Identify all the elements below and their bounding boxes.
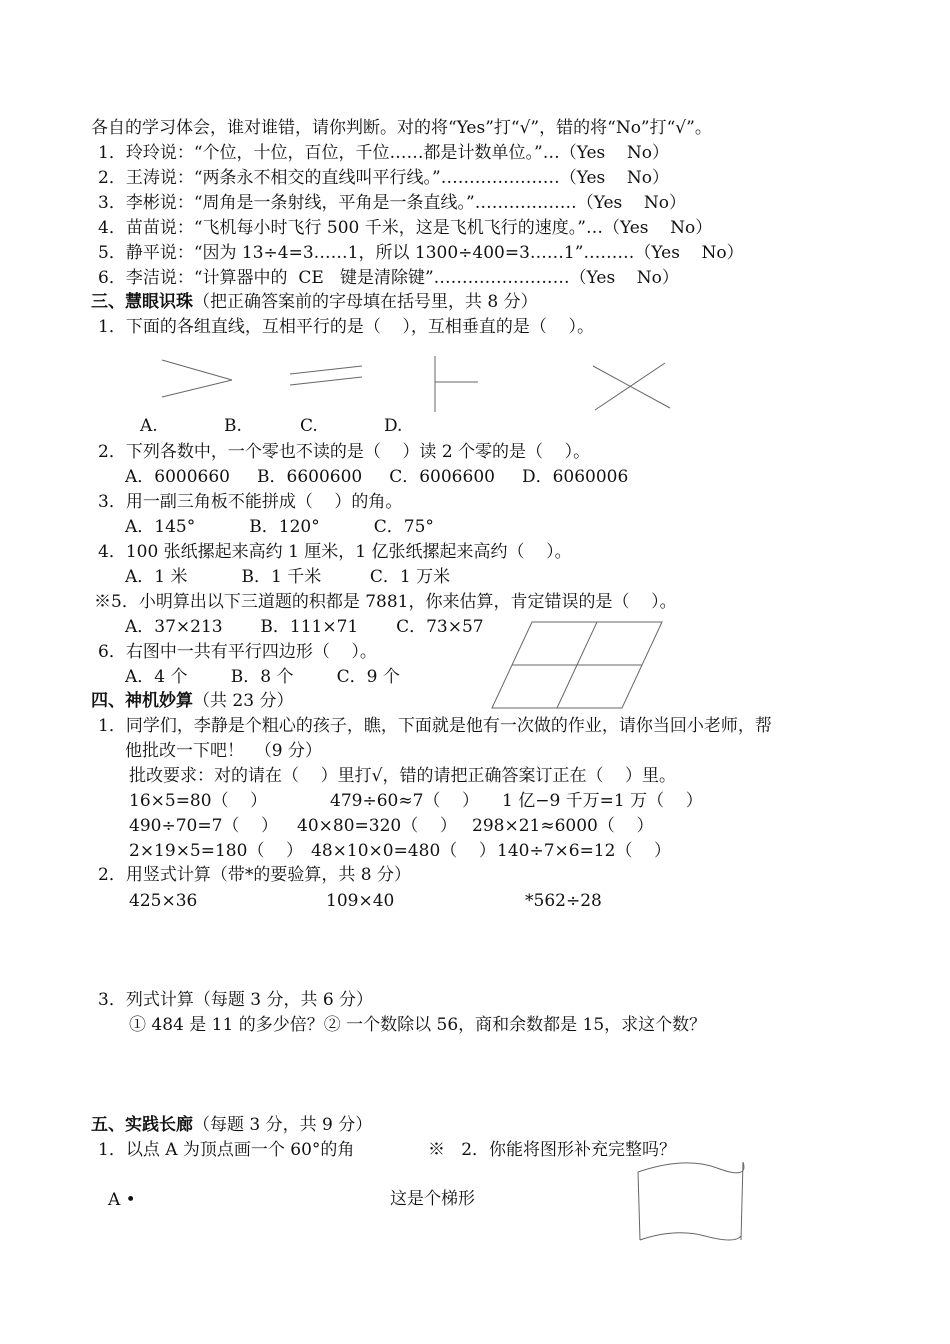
label-c: C.: [300, 416, 318, 436]
s3-q6-options: A．4 个 B．8 个 C．9 个: [125, 667, 400, 687]
judge-item-1: 1．玲玲说：“个位，十位，百位，千位……都是计数单位。”…（Yes No）: [98, 143, 669, 163]
section5-title: 五、实践长廊: [91, 1115, 193, 1135]
s3-q1: 1．下面的各组直线，互相平行的是（ ），互相垂直的是（ ）。: [98, 317, 595, 337]
s5-q1: 1．以点 A 为顶点画一个 60°的角: [98, 1140, 355, 1160]
s3-q4: 4．100 张纸摞起来高约 1 厘米，1 亿张纸摞起来高约（ ）。: [98, 542, 572, 562]
s3-q2: 2．下列各数中，一个零也不读的是（ ）读 2 个零的是（ ）。: [98, 442, 591, 462]
s3-q6: 6．右图中一共有平行四边形（ ）。: [98, 642, 377, 662]
judge-item-5: 5．静平说：“因为 13÷4=3……1，所以 1300÷400=3……1”………（Yes No）: [98, 243, 744, 263]
point-a-label: A •: [108, 1190, 136, 1210]
judge-item-2: 2．王涛说：“两条永不相交的直线叫平行线。”…………………（Yes No）: [98, 168, 669, 188]
calc-1-3: 1 亿−9 千万=1 万（ ）: [502, 791, 703, 811]
calc-3-1: 2×19×5=180（ ）: [129, 841, 304, 861]
section3-title: 三、慧眼识珠: [91, 292, 193, 312]
s3-q4-options: A．1 米 B．1 千米 C．1 万米: [125, 567, 451, 587]
s5-q2: ※ 2．你能将图形补充完整吗？: [428, 1140, 677, 1160]
s4-q2: 2．用竖式计算（带*的要验算，共 8 分）: [98, 865, 411, 885]
section4-heading: [91, 690, 293, 712]
section5-heading: [91, 1114, 372, 1136]
parallelogram-grid-figure: [490, 618, 670, 713]
section3-heading: [91, 291, 538, 313]
section5-note: （每题 3 分，共 9 分）: [193, 1115, 373, 1135]
vertical-calc-1: 425×36: [129, 891, 198, 911]
s4-q3-questions: ① 484 是 11 的多少倍？② 一个数除以 56，商和余数都是 15，求这个数？: [129, 1015, 707, 1035]
lines-group-c: [435, 356, 478, 412]
s4-q1-line1: 1．同学们，李静是个粗心的孩子，瞧，下面就是他有一次做的作业，请你当回小老师，帮: [98, 716, 772, 736]
trapezoid-caption: 这是个梯形: [390, 1189, 475, 1209]
calc-2-1: 490÷70=7（ ）: [129, 816, 278, 836]
calc-1-2: 479÷60≈7（ ）: [330, 791, 479, 811]
s3-q5-options: A．37×213 B．111×71 C．73×57: [125, 617, 484, 637]
incomplete-trapezoid-figure: [635, 1158, 745, 1244]
s3-q3: 3．用一副三角板不能拼成（ ）的角。: [98, 492, 403, 512]
s3-q3-options: A．145° B．120° C．75°: [125, 517, 434, 537]
judge-item-4: 4．苗苗说：“飞机每小时飞行 500 千米，这是飞机飞行的速度。”…（Yes No）: [98, 218, 713, 238]
section4-title: 四、神机妙算: [91, 691, 193, 711]
label-a: A.: [140, 416, 158, 436]
judge-intro: 各自的学习体会，谁对谁错，请你判断。对的将“Yes”打“√”，错的将“No”打“√”。: [91, 118, 712, 138]
s3-q2-options: A．6000660 B．6600600 C．6006600 D．6060006: [125, 467, 629, 487]
section3-note: （把正确答案前的字母填在括号里，共 8 分）: [193, 292, 538, 312]
calc-3-3: 140÷7×6=12（ ）: [497, 841, 672, 861]
section4-note: （共 23 分）: [193, 691, 294, 711]
calc-1-1: 16×5=80（ ）: [129, 791, 268, 811]
line-groups-figure: [150, 350, 680, 420]
s4-q1-requirement: 批改要求：对的请在（ ）里打√，错的请把正确答案订正在（ ）里。: [129, 766, 677, 786]
lines-group-d: [593, 363, 670, 410]
lines-group-b: [290, 366, 362, 385]
label-b: B.: [224, 416, 242, 436]
vertical-calc-2: 109×40: [326, 891, 395, 911]
lines-group-a: [162, 360, 232, 397]
judge-item-6: 6．李洁说：“计算器中的 CE 键是清除键”……………………（Yes No）: [98, 268, 679, 288]
calc-2-3: 298×21≈6000（ ）: [472, 816, 654, 836]
s4-q1-line2: 他批改一下吧！ （9 分）: [125, 741, 323, 761]
judge-item-3: 3．李彬说：“周角是一条射线，平角是一条直线。”………………（Yes No）: [98, 193, 686, 213]
calc-2-2: 40×80=320（ ）: [297, 816, 457, 836]
label-d: D.: [384, 416, 403, 436]
s3-q5: ※5．小明算出以下三道题的积都是 7881，你来估算，肯定错误的是（ ）。: [94, 592, 677, 612]
vertical-calc-3: *562÷28: [525, 891, 602, 911]
calc-3-2: 48×10×0=480（ ）: [311, 841, 496, 861]
s4-q3: 3．列式计算（每题 3 分，共 6 分）: [98, 990, 374, 1010]
